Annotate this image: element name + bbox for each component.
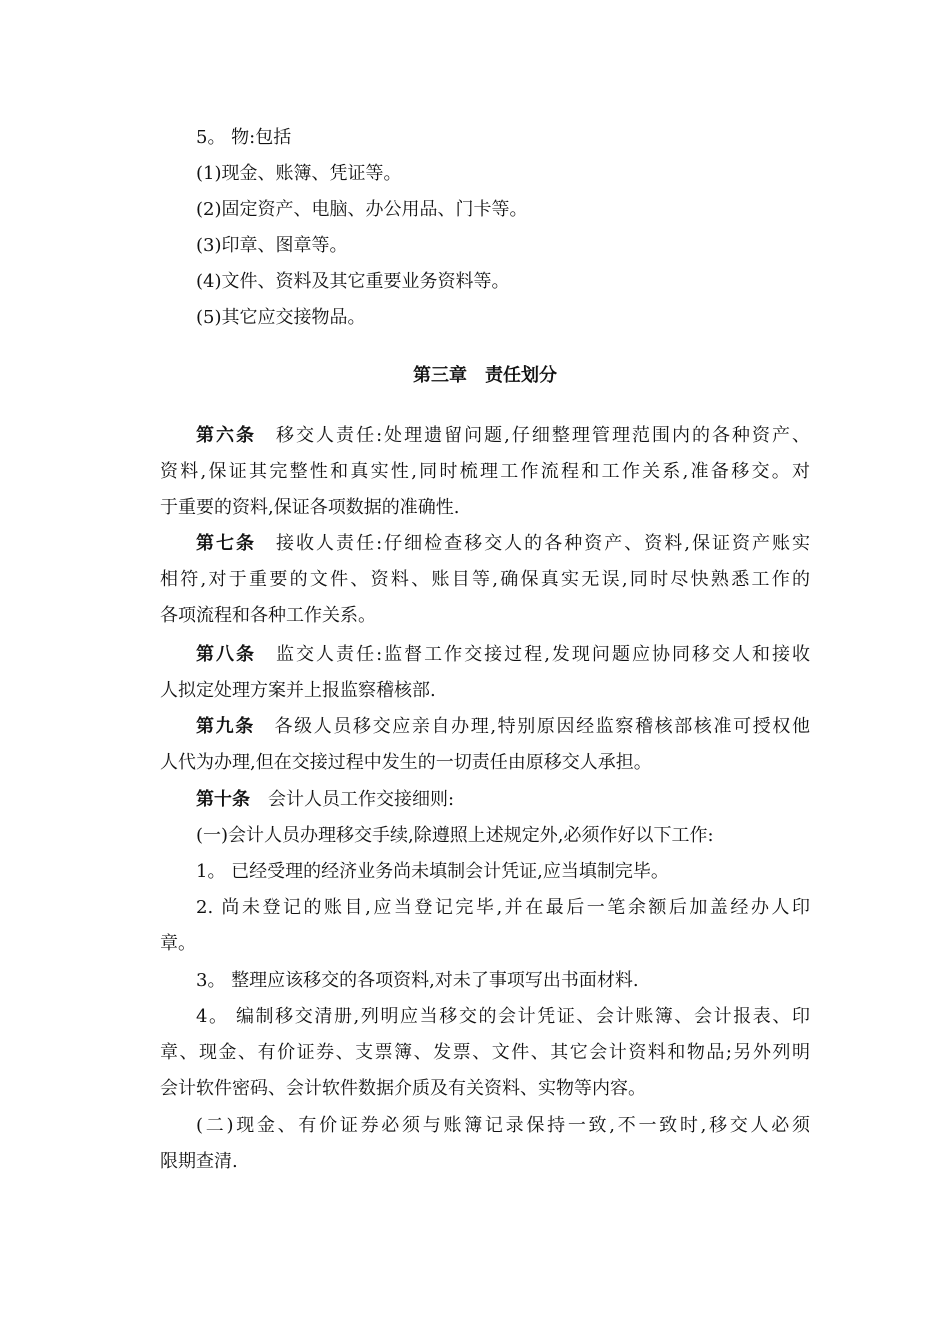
article-10-point-1: 1。 已经受理的经济业务尚未填制会计凭证,应当填制完毕。 [196,861,669,882]
article-8-text-1: 监交人责任:监督工作交接过程,发现问题应协同移交人和接收 [274,644,810,665]
article-10-text-1: 会计人员工作交接细则: [268,789,455,810]
article-10-part-1: (一)会计人员办理移交手续,除遵照上述规定外,必须作好以下工作: [196,825,714,846]
article-10-part-2-line-2: 限期查清. [160,1151,238,1172]
item-5-sub-2: (2)固定资产、电脑、办公用品、门卡等。 [196,199,528,220]
article-8-line-1 [196,644,810,666]
chapter-3-number: 第三章 [413,365,467,386]
item-5-goods: 5。 物:包括 [196,127,292,148]
article-10-label: 第十条 [196,789,250,810]
article-9-label: 第九条 [196,716,255,737]
item-5-sub-4: (4)文件、资料及其它重要业务资料等。 [196,271,510,292]
article-7-text-1: 接收人责任:仔细检查移交人的各种资产、资料,保证资产账实 [274,533,810,554]
article-10-point-2-line-1: 2. 尚未登记的账目,应当登记完毕,并在最后一笔余额后加盖经办人印 [196,897,810,918]
article-6-label: 第六条 [196,425,257,446]
article-7-line-1 [196,533,810,555]
article-10-point-4-line-3: 会计软件密码、会计软件数据介质及有关资料、实物等内容。 [160,1078,646,1099]
article-9-line-2: 人代为办理,但在交接过程中发生的一切责任由原移交人承担。 [160,752,652,773]
article-9-text-1: 各级人员移交应亲自办理,特别原因经监察稽核部核准可授权他 [272,716,810,737]
article-10-line-1 [196,789,810,811]
item-5-sub-3: (3)印章、图章等。 [196,235,348,256]
chapter-3-title: 责任划分 [485,365,557,386]
article-6-text-1: 移交人责任:处理遗留问题,仔细整理管理范围内的各种资产、 [274,425,810,446]
article-10-point-2-line-2: 章。 [160,933,196,954]
chapter-3-heading [160,365,810,387]
article-6-line-3: 于重要的资料,保证各项数据的准确性. [160,497,460,518]
article-10-point-3: 3。 整理应该移交的各项资料,对未了事项写出书面材料. [196,970,639,991]
article-6-line-1 [196,425,810,447]
article-9-line-1 [196,716,810,738]
article-8-label: 第八条 [196,644,257,665]
item-5-sub-1: (1)现金、账簿、凭证等。 [196,163,402,184]
article-6-line-2: 资料,保证其完整性和真实性,同时梳理工作流程和工作关系,准备移交。对 [160,461,810,482]
article-10-part-2-line-1: (二)现金、有价证券必须与账簿记录保持一致,不一致时,移交人必须 [196,1115,810,1136]
article-8-line-2: 人拟定处理方案并上报监察稽核部. [160,680,436,701]
article-7-line-2: 相符,对于重要的文件、资料、账目等,确保真实无误,同时尽快熟悉工作的 [160,569,810,590]
article-7-label: 第七条 [196,533,257,554]
article-10-point-4-line-2: 章、现金、有价证券、支票簿、发票、文件、其它会计资料和物品;另外列明 [160,1042,810,1063]
article-7-line-3: 各项流程和各种工作关系。 [160,605,376,626]
article-10-point-4-line-1: 4。 编制移交清册,列明应当移交的会计凭证、会计账簿、会计报表、印 [196,1006,810,1027]
item-5-sub-5: (5)其它应交接物品。 [196,307,366,328]
